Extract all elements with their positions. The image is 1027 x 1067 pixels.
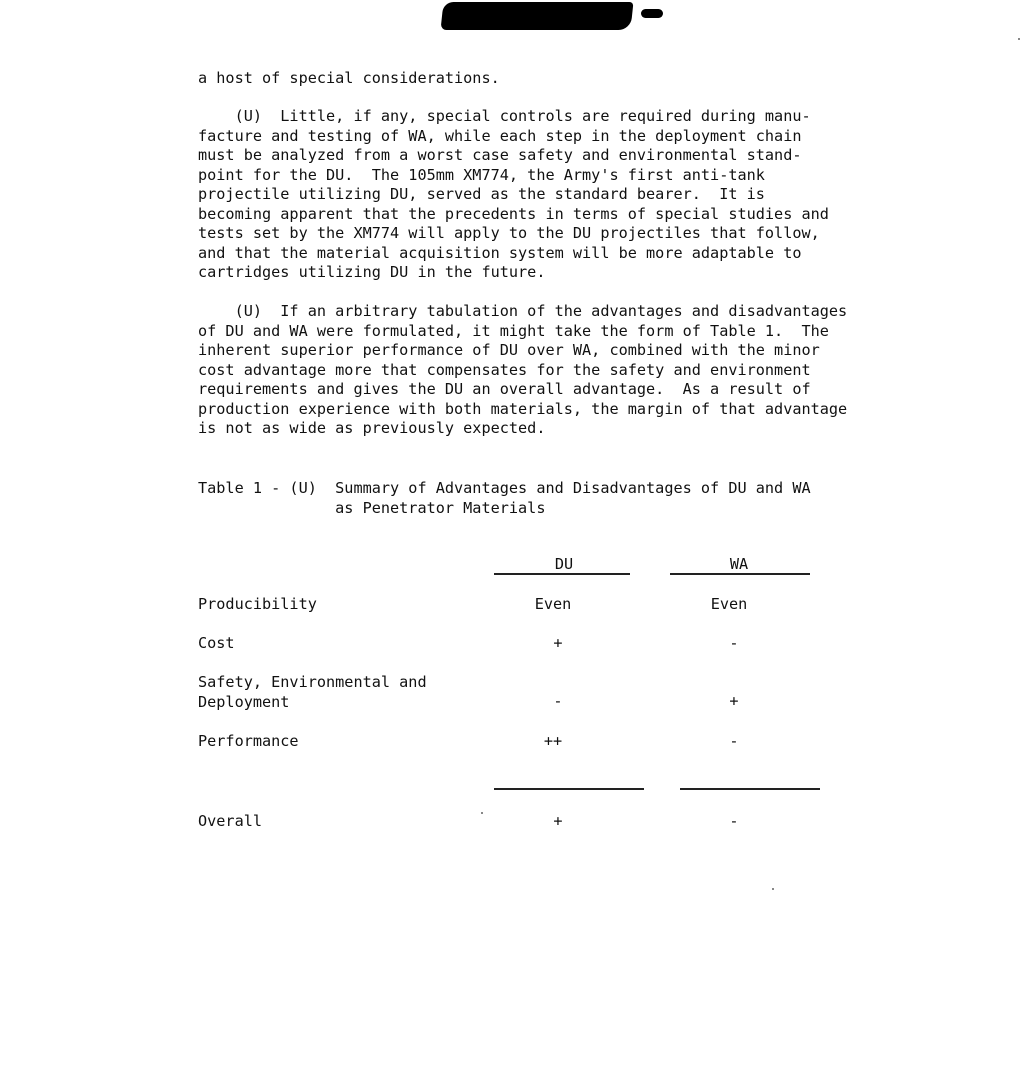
column-header-du: DU <box>554 555 574 573</box>
cell-wa-producibility: Even <box>710 595 748 613</box>
row-label-performance: Performance <box>198 732 299 750</box>
cell-wa-safety: + <box>729 692 739 710</box>
scan-speck <box>481 812 483 814</box>
row-label-cost: Cost <box>198 634 235 652</box>
total-rule-wa <box>680 788 820 790</box>
cell-du-safety: - <box>553 692 563 710</box>
scan-speck <box>772 888 774 890</box>
row-label-overall: Overall <box>198 812 263 830</box>
row-label-producibility: Producibility <box>198 595 317 613</box>
cell-wa-performance: - <box>729 732 739 750</box>
paragraph-controls: (U) Little, if any, special controls are required during manu- facture and testing of WA, while each step in the deployment chain must be analyzed from a worst case safety and environmental stand- point for the DU. The 105mm XM774, the Army's first anti-tank projectile utilizing DU, served as the standard bearer. It is becoming apparent that the precedents in terms of special studies and tests set by the XM774 will apply to the DU projectiles that follow, and that the material acquisition system will be more adaptable to cartridges utilizing DU in the future. <box>198 107 829 281</box>
scan-speck <box>1018 38 1020 40</box>
header-rule-du <box>494 573 630 575</box>
cell-du-cost: + <box>553 634 563 652</box>
stamp-mark <box>641 9 663 18</box>
cell-du-producibility: Even <box>534 595 572 613</box>
cell-du-performance: ++ <box>543 732 563 750</box>
cell-du-overall: + <box>553 812 563 830</box>
row-label-safety: Safety, Environmental and Deployment <box>198 673 427 711</box>
paragraph-continuation: a host of special considerations. <box>198 69 500 87</box>
cell-wa-cost: - <box>729 634 739 652</box>
table-caption: Table 1 - (U) Summary of Advantages and Disadvantages of DU and WA as Penetrator Materials <box>198 479 811 517</box>
cell-wa-overall: - <box>729 812 739 830</box>
total-rule-du <box>494 788 644 790</box>
paragraph-tabulation: (U) If an arbitrary tabulation of the advantages and disadvantages of DU and WA were formulated, it might take the form of Table 1. The inherent superior performance of DU over WA, combined with the minor cost advantage more that compensates for the safety and environment requirements and gives the DU an overall advantage. As a result of production experience with both materials, the margin of that advantage is not as wide as previously expected. <box>198 302 848 437</box>
column-header-wa: WA <box>729 555 749 573</box>
header-rule-wa <box>670 573 810 575</box>
